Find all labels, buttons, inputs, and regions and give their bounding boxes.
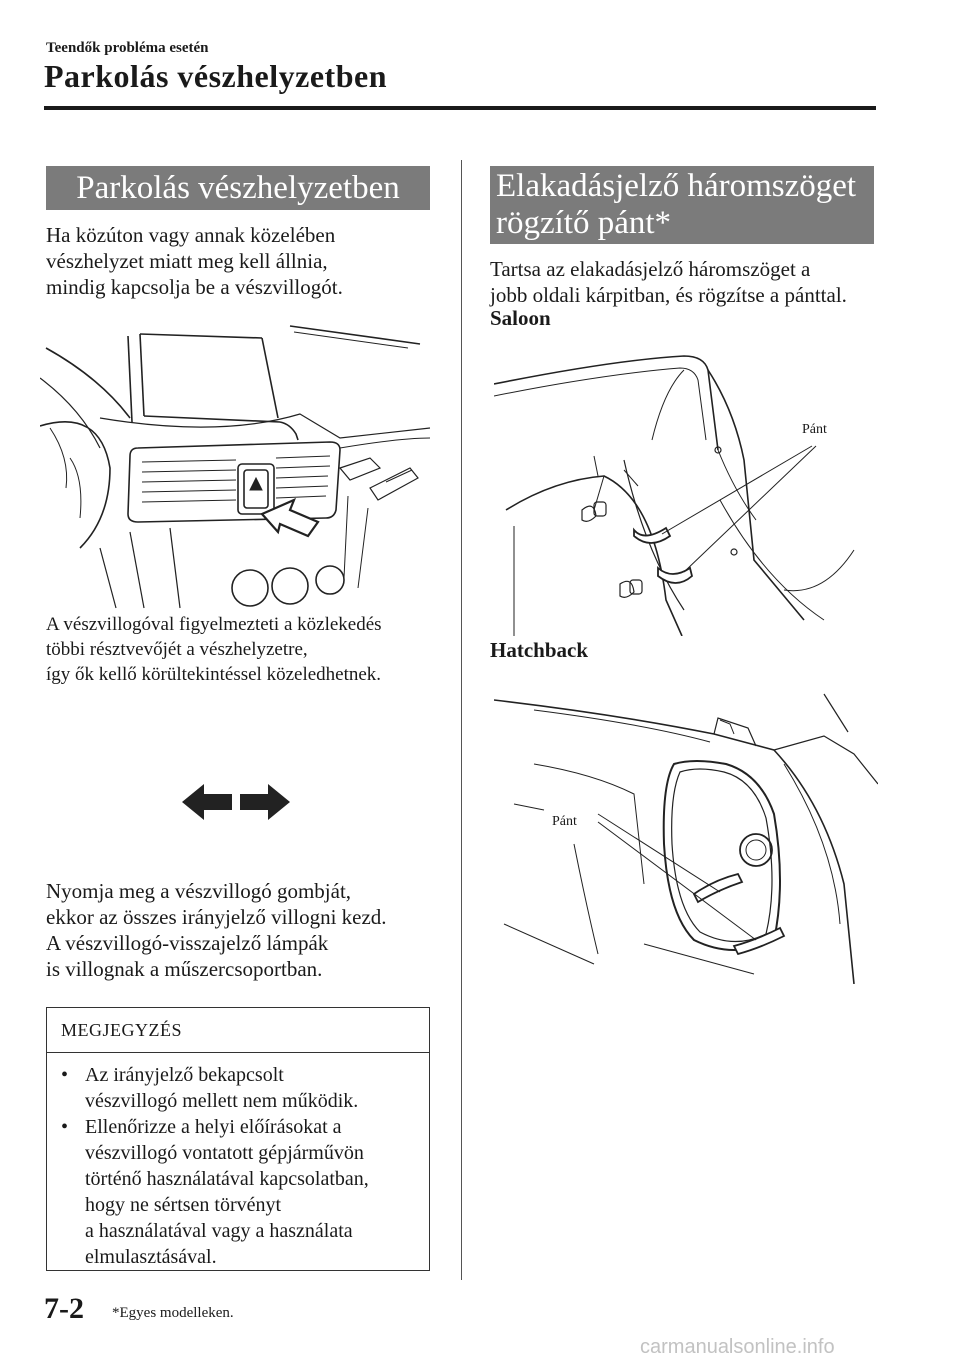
text-line: ekkor az összes irányjelző villogni kezd.: [46, 905, 387, 929]
note-item: [61, 1114, 411, 1270]
text-line: Nyomja meg a vészvillogó gombját,: [46, 879, 352, 903]
text-line: történő használatával kapcsolatban,: [85, 1168, 369, 1190]
section-title-triangle-strap: [490, 166, 874, 244]
section-title-emergency-parking: Parkolás vészhelyzetben: [46, 166, 430, 210]
note-item: [61, 1062, 411, 1114]
breadcrumb: Teendők probléma esetén: [46, 40, 209, 56]
page-number: 7-2: [44, 1292, 84, 1325]
press-instructions: [46, 878, 446, 982]
saloon-strap-callout: Pánt: [802, 422, 827, 437]
watermark: carmanualsonline.info: [640, 1336, 835, 1358]
text-line: elmulasztásával.: [85, 1246, 217, 1268]
page-title: Parkolás vészhelyzetben: [44, 58, 387, 94]
note-title: MEGJEGYZÉS: [61, 1020, 182, 1040]
text-line: hogy ne sértsen törvényt: [85, 1194, 282, 1216]
hatchback-trunk-illustration: [494, 684, 878, 984]
dashboard-hazard-illustration: [40, 318, 440, 610]
text-line: Ha közúton vagy annak közelében: [46, 223, 336, 247]
text-line: Ellenőrizze a helyi előírásokat a: [85, 1116, 342, 1138]
strap-intro: [490, 256, 890, 308]
text-line: mindig kapcsolja be a vészvillogót.: [46, 275, 343, 299]
arrow-left-icon: [182, 784, 232, 820]
text-line: A vészvillogóval figyelmezteti a közlekedés: [46, 614, 382, 635]
text-line: jobb oldali kárpitban, és rögzítse a pánttal.: [490, 283, 847, 307]
text-line: így ők kellő körültekintéssel közeledhetnek.: [46, 664, 382, 685]
intro-paragraph: [46, 222, 446, 300]
text-line: rögzítő pánt*: [496, 205, 672, 241]
text-line: vészvillogó mellett nem működik.: [85, 1090, 359, 1112]
note-box: [46, 1007, 430, 1271]
text-line: Az irányjelző bekapcsolt: [85, 1064, 284, 1086]
saloon-label: Saloon: [490, 306, 551, 330]
text-line: is villognak a műszercsoportban.: [46, 957, 323, 981]
note-list: [61, 1062, 411, 1270]
text-line: vészhelyzet miatt meg kell állnia,: [46, 249, 328, 273]
text-line: Tartsa az elakadásjelző háromszöget a: [490, 257, 811, 281]
text-line: Elakadásjelző háromszöget: [496, 168, 857, 204]
footnote: *Egyes modelleken.: [112, 1305, 234, 1321]
note-divider: [47, 1052, 429, 1053]
column-divider: [461, 160, 462, 1280]
hatchback-label: Hatchback: [490, 638, 589, 662]
arrow-right-icon: [240, 784, 290, 820]
saloon-trunk-illustration: [494, 350, 878, 636]
turn-signal-arrows: [180, 782, 292, 822]
text-line: többi résztvevőjét a vészhelyzetre,: [46, 639, 308, 660]
title-rule: [44, 106, 876, 110]
bullet-icon: •: [61, 1116, 69, 1138]
bullet-icon: •: [61, 1064, 69, 1086]
figure-caption: [46, 612, 446, 687]
text-line: vészvillogó vontatott gépjárművön: [85, 1142, 364, 1164]
hatchback-strap-callout: Pánt: [552, 814, 577, 829]
text-line: A vészvillogó-visszajelző lámpák: [46, 931, 329, 955]
text-line: a használatával vagy a használata: [85, 1220, 353, 1242]
